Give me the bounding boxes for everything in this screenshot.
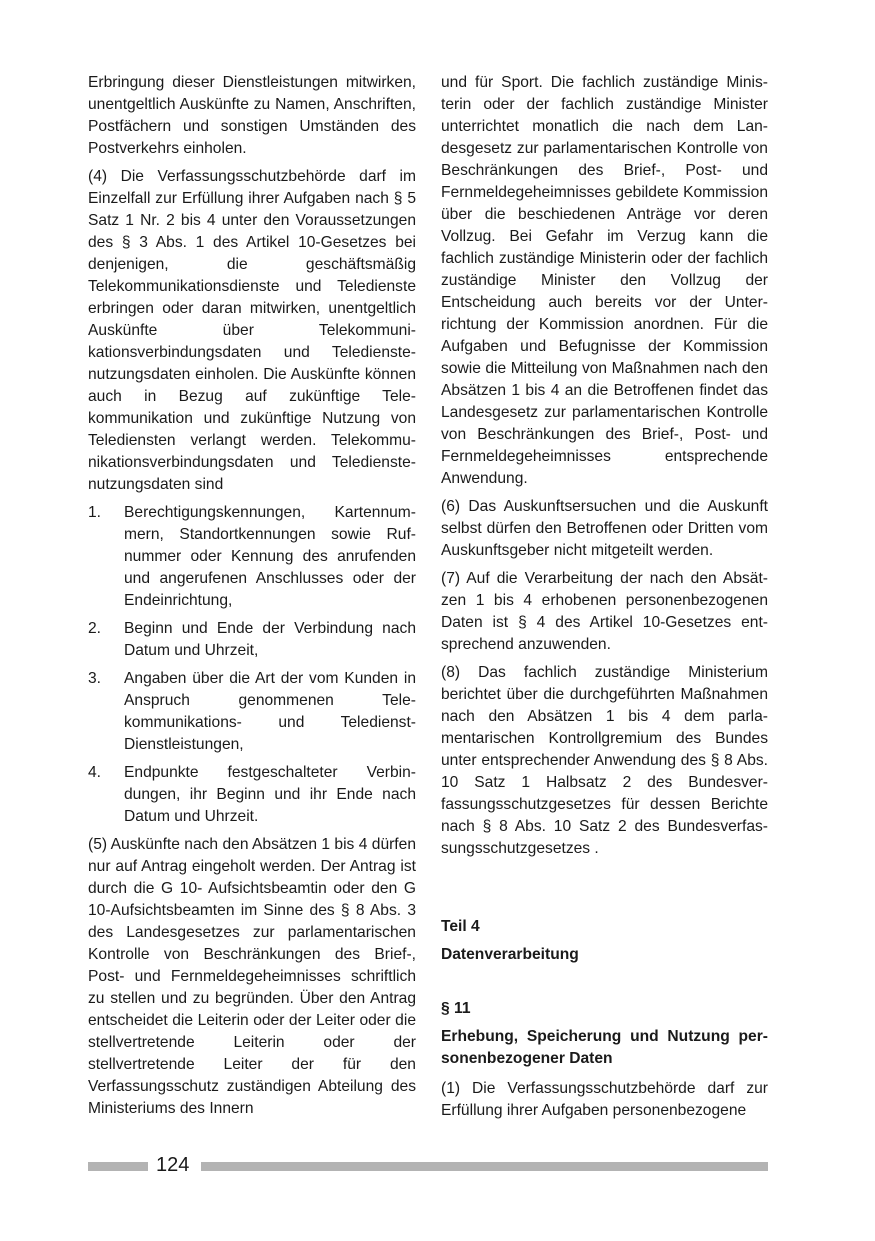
paragraph-intro: Erbringung dieser Dienstleistungen mitwirken, unentgeltlich Auskünfte zu Namen, Anschriften, Postfächern und sonstigen Umständen des Postverkehrs einholen. xyxy=(88,74,416,157)
list-item-text: Angaben über die Art der vom Kunden in Anspruch genommenen Telekommunikations- und Teledienst-Dienstleistungen, xyxy=(124,670,416,753)
paragraph-abs-4: (4) Die Verfassungsschutzbehörde darf im Einzelfall zur Erfüllung ihrer Aufgaben nach § 5 Satz 1 Nr. 2 bis 4 unter den Voraussetzungen des § 3 Abs. 1 des Artikel 10-Gesetzes bei denjenigen, die geschäftsmäßig Telekommunikationsdienste und Teledienste erbringen oder daran mitwirken, unentgeltlich Auskünfte über Telekommunikationsverbindungsdaten und Teledienstenutzungsdaten einholen. Die Auskünfte können auch in Bezug auf zukünftige Telekommunikation und zukünftige Nutzung von Telediensten verlangt werden. Telekommunikationsverbindungsdaten und Teledienstenutzungsdaten sind xyxy=(88,168,416,493)
list-item-text: Berechtigungskennungen, Kartennummern, Standortkennungen sowie Rufnummer oder Kennung des anrufenden und angerufenen Anschlusses oder der Endeinrichtung, xyxy=(124,504,416,609)
paragraph-continuation: und für Sport. Die fachlich zuständige Ministerin oder der fachlich zuständige Minister unterrichtet monatlich die nach dem Landesgesetz zur parlamentarischen Kontrolle von Beschränkungen des Brief-, Post- und Fernmeldegeheimnisses gebildete Kommission über die beschiedenen Anträge vor deren Vollzug. Bei Gefahr im Verzug kann die fachlich zuständige Ministerin oder der fachlich zuständige Minister den Vollzug der Entscheidung auch bereits vor der Unterrichtung der Kommission anordnen. Für die Aufgaben und Befugnisse der Kommission sowie die Mitteilung von Maßnahmen nach den Absätzen 1 bis 4 an die Betroffenen findet das Landesgesetz zur parlamentarischen Kontrolle von Beschränkungen des Brief-, Post- und Fernmeldegeheimnisses entsprechende Anwendung. xyxy=(441,74,768,487)
list-item xyxy=(88,762,416,828)
left-column xyxy=(88,72,416,1126)
paragraph-abs-8: (8) Das fachlich zuständige Ministerium berichtet über die durchgeführten Maßnahmen nach den Absätzen 1 bis 4 dem parlamentarischen Kontrollgremium des Bundes unter entsprechender Anwendung des § 8 Abs. 10 Satz 1 Halbsatz 2 des Bundesverfassungsschutzgesetzes für dessen Berichte nach § 8 Abs. 10 Satz 2 des Bundesverfassungsschutzgesetzes . xyxy=(441,664,768,857)
list-item-number: 1. xyxy=(88,504,102,521)
footer-rule-left xyxy=(88,1162,148,1171)
list-item xyxy=(88,618,416,662)
list-item xyxy=(88,502,416,612)
paragraph-abs-5: (5) Auskünfte nach den Absätzen 1 bis 4 dürfen nur auf Antrag eingeholt werden. Der Antrag ist durch die G 10- Aufsichtsbeamtin oder den G 10-Aufsichtsbeamten im Sinne des § 8 Abs. 3 des Landesgesetzes zur parlamentarischen Kontrolle von Beschränkungen des Brief-, Post- und Fernmeldegeheimnisses schriftlich zu stellen und zu begründen. Über den Antrag entscheidet die Leiterin oder der Leiter oder die stellvertretende Leiterin oder der stellvertretende Leiter der für den Verfassungsschutz zuständigen Abteilung des Ministeriums des Innern xyxy=(88,836,416,1117)
list-item-number: 4. xyxy=(88,764,102,781)
part-title: Datenverarbeitung xyxy=(441,946,579,963)
section-title: Erhebung, Speicherung und Nutzung personenbezogener Daten xyxy=(441,1028,768,1067)
paragraph-abs-6: (6) Das Auskunftsersuchen und die Auskunft selbst dürfen den Betroffenen oder Dritten vom Auskunftsgeber nicht mitgeteilt werden. xyxy=(441,498,768,559)
list-item-number: 2. xyxy=(88,620,102,637)
right-column xyxy=(441,72,768,1128)
section-label: § 11 xyxy=(441,1000,471,1017)
list-item xyxy=(88,668,416,756)
list-item-number: 3. xyxy=(88,670,102,687)
data-types-list xyxy=(88,502,416,828)
list-item-text: Beginn und Ende der Verbindung nach Datum und Uhrzeit, xyxy=(124,620,416,659)
list-item-text: Endpunkte festgeschalteter Verbindungen, ihr Beginn und ihr Ende nach Datum und Uhrzeit. xyxy=(124,764,416,825)
page-number: 124 xyxy=(156,1154,190,1176)
paragraph-abs-7: (7) Auf die Verarbeitung der nach den Absätzen 1 bis 4 erhobenen personenbezogenen Daten ist § 4 des Artikel 10-Gesetzes entsprechend anzuwenden. xyxy=(441,570,768,653)
part-label: Teil 4 xyxy=(441,918,480,935)
footer-rule-right xyxy=(201,1162,768,1171)
paragraph-section-11-abs-1: (1) Die Verfassungsschutzbehörde darf zur Erfüllung ihrer Aufgaben personenbezogene xyxy=(441,1080,768,1119)
